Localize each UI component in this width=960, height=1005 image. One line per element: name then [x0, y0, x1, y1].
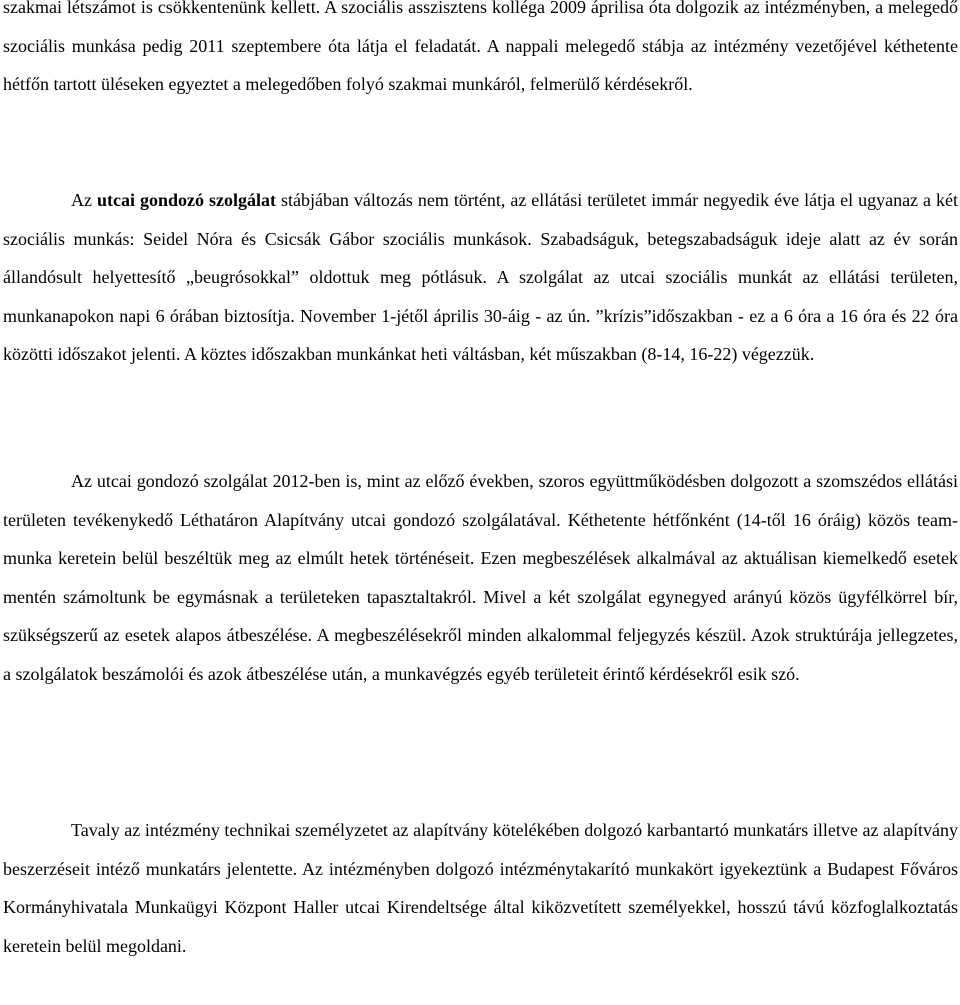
paragraph-technical-staff: Tavaly az intézmény technikai személyzetet az alapítvány kötelékében dolgozó karbantartó munkatárs illetve az alapítvány beszerzéseit intéző munkatárs jelentette. Az intézményben dolgozó intézménytakarító munkakört igyekeztünk a Budapest Főváros Kormányhivatala Munkaügyi Központ Haller utcai Kirendeltsége által kiközvetített személyekkel, hosszú távú közfoglalkoztatás keretein belül megoldani.: [3, 820, 958, 956]
paragraph-staff-changes: szakmai létszámot is csökkentenünk kellett. A szociális asszisztens kolléga 2009 áprilisa óta dolgozik az intézményben, a melegedő szociális munkása pedig 2011 szeptembere óta látja el feladatát. A nappali melegedő stábja az intézmény vezetőjével kéthetente hétfőn tartott üléseken egyeztet a melegedőben folyó szakmai munkáról, felmerülő kérdésekről.: [3, 0, 958, 94]
paragraph-cooperation: Az utcai gondozó szolgálat 2012-ben is, mint az előző években, szoros együttműködésben dolgozott a szomszédos ellátási területen tevékenykedő Léthatáron Alapítvány utcai gondozó szolgálatával. Kéthetente hétfőnként (14-től 16 óráig) közös team-munka keretein belül beszéltük meg az elmúlt hetek történéseit. Ezen megbeszélések alkalmával az aktuálisan kiemelkedő esetek mentén számoltunk be egymásnak a területeken tapasztaltakról. Mivel a két szolgálat egynegyed arányú közös ügyfélkörrel bír, szükségszerű az esetek alapos átbeszélése. A megbeszélésekről minden alkalommal feljegyzés készül. Azok struktúrája jellegzetes, a szolgálatok beszámolói és azok átbeszélése után, a munkavégzés egyéb területeit érintő kérdésekről esik szó.: [3, 471, 958, 684]
paragraph-street-service-rest: stábjában változás nem történt, az ellátási területet immár negyedik éve látja el ugyanaz a két szociális munkás: Seidel Nóra és Csicsák Gábor szociális munkások. Szabadságuk, betegszabadságuk ideje alatt az év során állandósult helyettesítő „beugrósokkal” oldottuk meg pótlásuk. A szolgálat az utcai szociális munkát az ellátási területen, munkanapokon napi 6 órában biztosítja. November 1-jétől április 30-áig - az ún. ”krízis”időszakban - ez a 6 óra a 16 óra és 22 óra közötti időszakot jelenti. A köztes időszakban munkánkat heti váltásban, két műszakban (8-14, 16-22) végezzük.: [3, 190, 958, 364]
paragraph-street-service: [3, 181, 958, 374]
paragraph-street-service-lead: Az: [71, 190, 97, 210]
street-service-bold-term: utcai gondozó szolgálat: [96, 190, 276, 210]
